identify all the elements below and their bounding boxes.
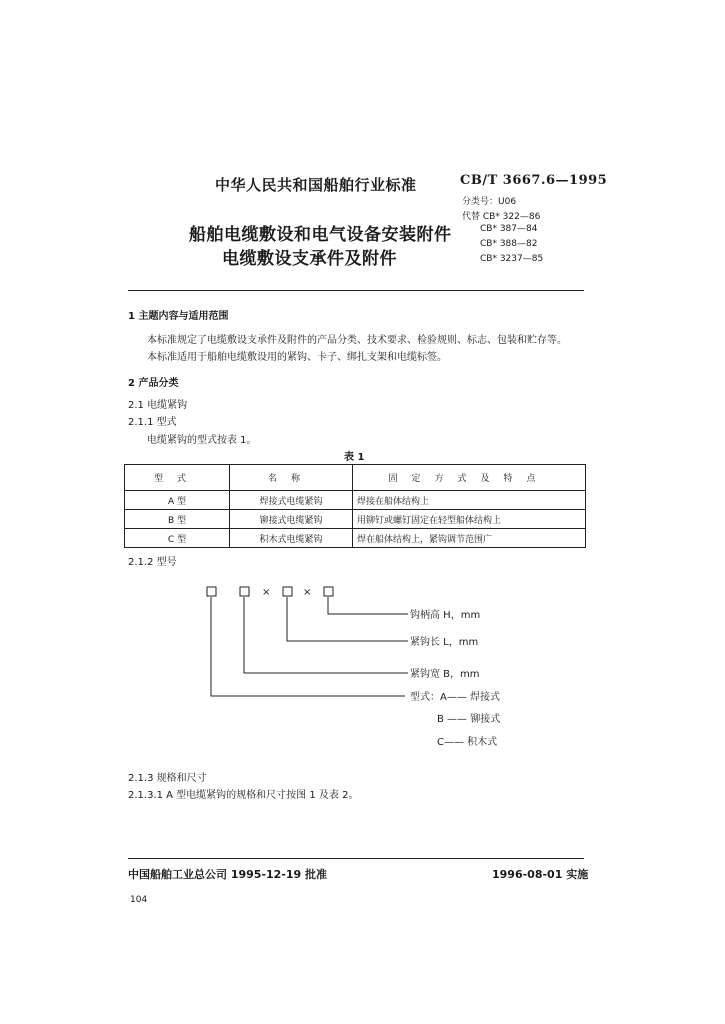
classification-code: 分类号：U06	[462, 197, 517, 207]
table-cell-fixing: 用铆钉或螺钉固定在轻型船体结构上	[353, 510, 586, 529]
subsection-2-1-3-1: 2.1.3.1 A 型电缆紧钩的规格和尺寸按图 1 及表 2。	[128, 790, 359, 801]
subsection-2-1-1: 2.1.1 型式	[128, 417, 177, 428]
document-title-line-2: 电缆敷设支承件及附件	[222, 249, 397, 269]
table-cell-type: A 型	[125, 491, 230, 510]
leader-height	[328, 597, 408, 614]
replaces-line-2: CB* 387—84	[480, 224, 538, 234]
table-cell-fixing: 焊接在船体结构上	[353, 491, 586, 510]
subsection-2-1-1-text: 电缆紧钩的型式按表 1。	[147, 435, 257, 446]
subsection-2-1-3: 2.1.3 规格和尺寸	[128, 773, 207, 784]
table-cell-name: 铆接式电缆紧钩	[230, 510, 353, 529]
label-hook-length: 紧钩长 L，mm	[410, 637, 479, 648]
code-box-type	[207, 587, 216, 596]
section-1-paragraph-1: 本标准规定了电缆敷设支承件及附件的产品分类、技术要求、检验规则、标志、包装和贮存等。	[147, 335, 567, 346]
table-1-caption: 表 1	[344, 452, 365, 463]
issuing-authority: 中华人民共和国船舶行业标准	[215, 176, 417, 194]
table-cell-name: 积木式电缆紧钩	[230, 529, 353, 548]
table-header-name: 名称	[230, 465, 353, 491]
leader-width	[244, 597, 408, 673]
code-box-height	[324, 587, 333, 596]
section-2-heading: 2 产品分类	[128, 378, 179, 389]
table-header-fixing: 固定方式及特点	[353, 465, 586, 491]
table-cell-type: B 型	[125, 510, 230, 529]
table-cell-type: C 型	[125, 529, 230, 548]
label-hook-width: 紧钩宽 B，mm	[410, 669, 480, 680]
section-1-paragraph-2: 本标准适用于船舶电缆敷设用的紧钩、卡子、绑扎支架和电缆标签。	[147, 352, 447, 363]
replaces-line-4: CB* 3237—85	[480, 254, 544, 264]
subsection-2-1: 2.1 电缆紧钩	[128, 400, 188, 411]
footer-rule	[128, 858, 584, 859]
label-type-c: C—— 积木式	[437, 737, 498, 748]
times-sign: ×	[262, 587, 271, 598]
leader-length	[287, 597, 408, 641]
code-box-length	[283, 587, 292, 596]
replaces-line-3: CB* 388—82	[480, 239, 538, 249]
label-type-b: B —— 铆接式	[437, 714, 501, 725]
label-type-a: 型式：A—— 焊接式	[410, 692, 501, 703]
table-cell-fixing: 焊在船体结构上，紧钩调节范围广	[353, 529, 586, 548]
leader-type	[211, 597, 405, 696]
code-box-width	[240, 587, 249, 596]
label-hook-height: 钩柄高 H，mm	[410, 610, 481, 621]
table-header-type: 型式	[125, 465, 230, 491]
standard-number: CB/T 3667.6—1995	[460, 173, 608, 188]
section-1-heading: 1 主题内容与适用范围	[128, 311, 229, 322]
table-cell-name: 焊接式电缆紧钩	[230, 491, 353, 510]
approval-line: 中国船舶工业总公司 1995-12-19 批准	[128, 868, 328, 881]
effective-date: 1996-08-01 实施	[492, 868, 589, 881]
page-number: 104	[130, 895, 148, 905]
subsection-2-1-2: 2.1.2 型号	[128, 557, 177, 568]
replaces-line-1: 代替 CB* 322—86	[462, 212, 541, 222]
times-sign: ×	[303, 587, 312, 598]
document-title-line-1: 船舶电缆敷设和电气设备安装附件	[189, 225, 452, 245]
